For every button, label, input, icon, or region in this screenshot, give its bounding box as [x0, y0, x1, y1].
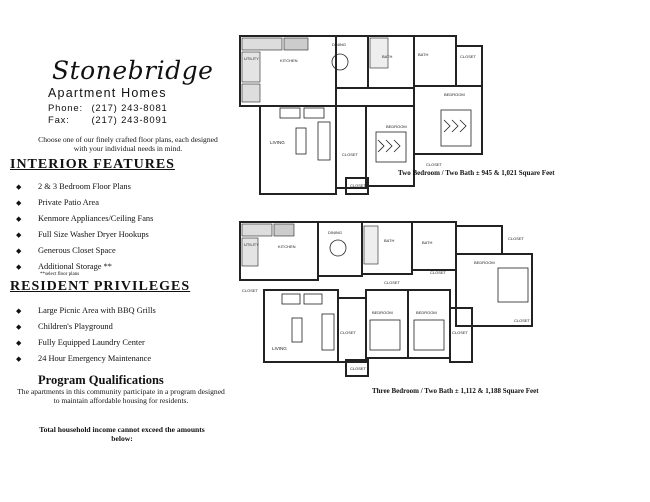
fax-line: [48, 115, 168, 126]
chair-icon: [304, 108, 324, 118]
info-panel: [0, 0, 228, 502]
room-label: BEDROOM: [416, 310, 437, 315]
three-bedroom-floor-plan: [236, 218, 536, 378]
counter: [284, 38, 308, 50]
room-label: DINING: [332, 42, 346, 47]
two-bedroom-caption: Two Bedroom / Two Bath ± 945 & 1,021 Square Feet: [398, 169, 555, 177]
program-text: The apartments in this community participate in a program designed to maintain affordable housing for residents.: [17, 387, 225, 405]
chair-icon: [282, 294, 300, 304]
diamond-bullet-icon: ◆: [16, 307, 22, 315]
room-label: CLOSET: [384, 280, 401, 285]
room-label: LIVING: [272, 346, 287, 351]
room-label: CLOSET: [452, 330, 469, 335]
program-income-note: Total household income cannot exceed the amounts below:: [39, 425, 205, 443]
room-label: LIVING: [270, 140, 285, 145]
room-label: BATH: [384, 238, 395, 243]
interior-list: [16, 181, 153, 277]
diamond-bullet-icon: ◆: [16, 323, 22, 331]
living-area: [260, 106, 336, 194]
room-label: CLOSET: [350, 366, 367, 371]
sofa-icon: [322, 314, 334, 350]
diamond-bullet-icon: ◆: [16, 247, 22, 255]
diamond-bullet-icon: ◆: [16, 263, 22, 271]
closet-area: [456, 226, 502, 254]
room-label: BATH: [418, 52, 429, 57]
list-item: ◆ 24 Hour Emergency Maintenance: [16, 354, 152, 363]
program-heading: Program Qualifications: [38, 373, 164, 387]
brand-logo: Stonebridge: [52, 56, 214, 85]
room-label: DINING: [328, 230, 342, 235]
list-item: ◆ Full Size Washer Dryer Hookups: [16, 230, 149, 239]
room-label: UTILITY: [244, 56, 259, 61]
bathtub-icon: [370, 38, 388, 68]
bed-pattern: [444, 120, 466, 132]
interior-heading: INTERIOR FEATURES: [10, 157, 175, 172]
room-label: BEDROOM: [444, 92, 465, 97]
closet-area: [450, 308, 472, 362]
fax-number: (217) 243-8091: [91, 115, 168, 126]
bed-pattern: [378, 140, 400, 152]
diamond-bullet-icon: ◆: [16, 199, 22, 207]
bathtub-icon: [364, 226, 378, 264]
storage-note: **select floor plans: [40, 272, 80, 277]
room-label: CLOSET: [426, 162, 443, 167]
counter: [242, 38, 282, 50]
bedroom-area: [366, 290, 408, 358]
counter: [274, 224, 294, 236]
diamond-bullet-icon: ◆: [16, 339, 22, 347]
bed-icon: [370, 320, 400, 350]
room-label: BATH: [382, 54, 393, 59]
list-item: ◆ Generous Closet Space: [16, 246, 116, 255]
list-item: ◆ Children's Playground: [16, 322, 113, 331]
bath-area: [414, 36, 456, 86]
privileges-list: [16, 305, 156, 369]
coffee-table-icon: [292, 318, 302, 342]
chair-icon: [304, 294, 322, 304]
closet-area: [456, 46, 482, 86]
counter: [242, 84, 260, 102]
sofa-icon: [318, 122, 330, 160]
bath-area: [412, 222, 456, 270]
room-label: UTILITY: [244, 242, 259, 247]
room-label: CLOSET: [430, 270, 447, 275]
list-item: ◆ 2 & 3 Bedroom Floor Plans: [16, 182, 131, 191]
privileges-heading: RESIDENT PRIVILEGES: [10, 279, 191, 294]
room-label: CLOSET: [340, 330, 357, 335]
coffee-table-icon: [296, 128, 306, 154]
three-bedroom-caption: Three Bedroom / Two Bath ± 1,112 & 1,188 Square Feet: [372, 387, 539, 395]
list-item: ◆ Fully Equipped Laundry Center: [16, 338, 145, 347]
phone-line: [48, 103, 168, 114]
list-item: ◆ Private Patio Area: [16, 198, 99, 207]
intro-text: Choose one of our finely crafted floor plans, each designed with your individual needs in mind.: [38, 135, 218, 153]
hall-area: [336, 106, 366, 188]
fax-label: Fax:: [48, 115, 70, 126]
list-item: ◆ Additional Storage **: [16, 262, 112, 271]
brand-subtitle: Apartment Homes: [48, 86, 167, 100]
room-label: KITCHEN: [280, 58, 298, 63]
phone-number: (217) 243-8081: [91, 103, 168, 114]
living-area: [264, 290, 338, 362]
chair-icon: [280, 108, 300, 118]
diamond-bullet-icon: ◆: [16, 215, 22, 223]
room-label: KITCHEN: [278, 244, 296, 249]
bed-icon: [498, 268, 528, 302]
room-label: BEDROOM: [474, 260, 495, 265]
room-label: BATH: [422, 240, 433, 245]
room-label: BEDROOM: [386, 124, 407, 129]
diamond-bullet-icon: ◆: [16, 355, 22, 363]
phone-label: Phone:: [48, 103, 83, 114]
room-label: CLOSET: [508, 236, 525, 241]
room-label: CLOSET: [460, 54, 477, 59]
list-item: ◆ Kenmore Appliances/Ceiling Fans: [16, 214, 154, 223]
room-label: BEDROOM: [372, 310, 393, 315]
diamond-bullet-icon: ◆: [16, 231, 22, 239]
diamond-bullet-icon: ◆: [16, 183, 22, 191]
dining-table-icon: [332, 54, 348, 70]
counter: [242, 224, 272, 236]
room-label: CLOSET: [350, 183, 367, 188]
dining-table-icon: [330, 240, 346, 256]
bed-icon: [414, 320, 444, 350]
room-label: CLOSET: [242, 288, 259, 293]
room-label: CLOSET: [514, 318, 531, 323]
list-item: ◆ Large Picnic Area with BBQ Grills: [16, 306, 156, 315]
room-label: CLOSET: [342, 152, 359, 157]
